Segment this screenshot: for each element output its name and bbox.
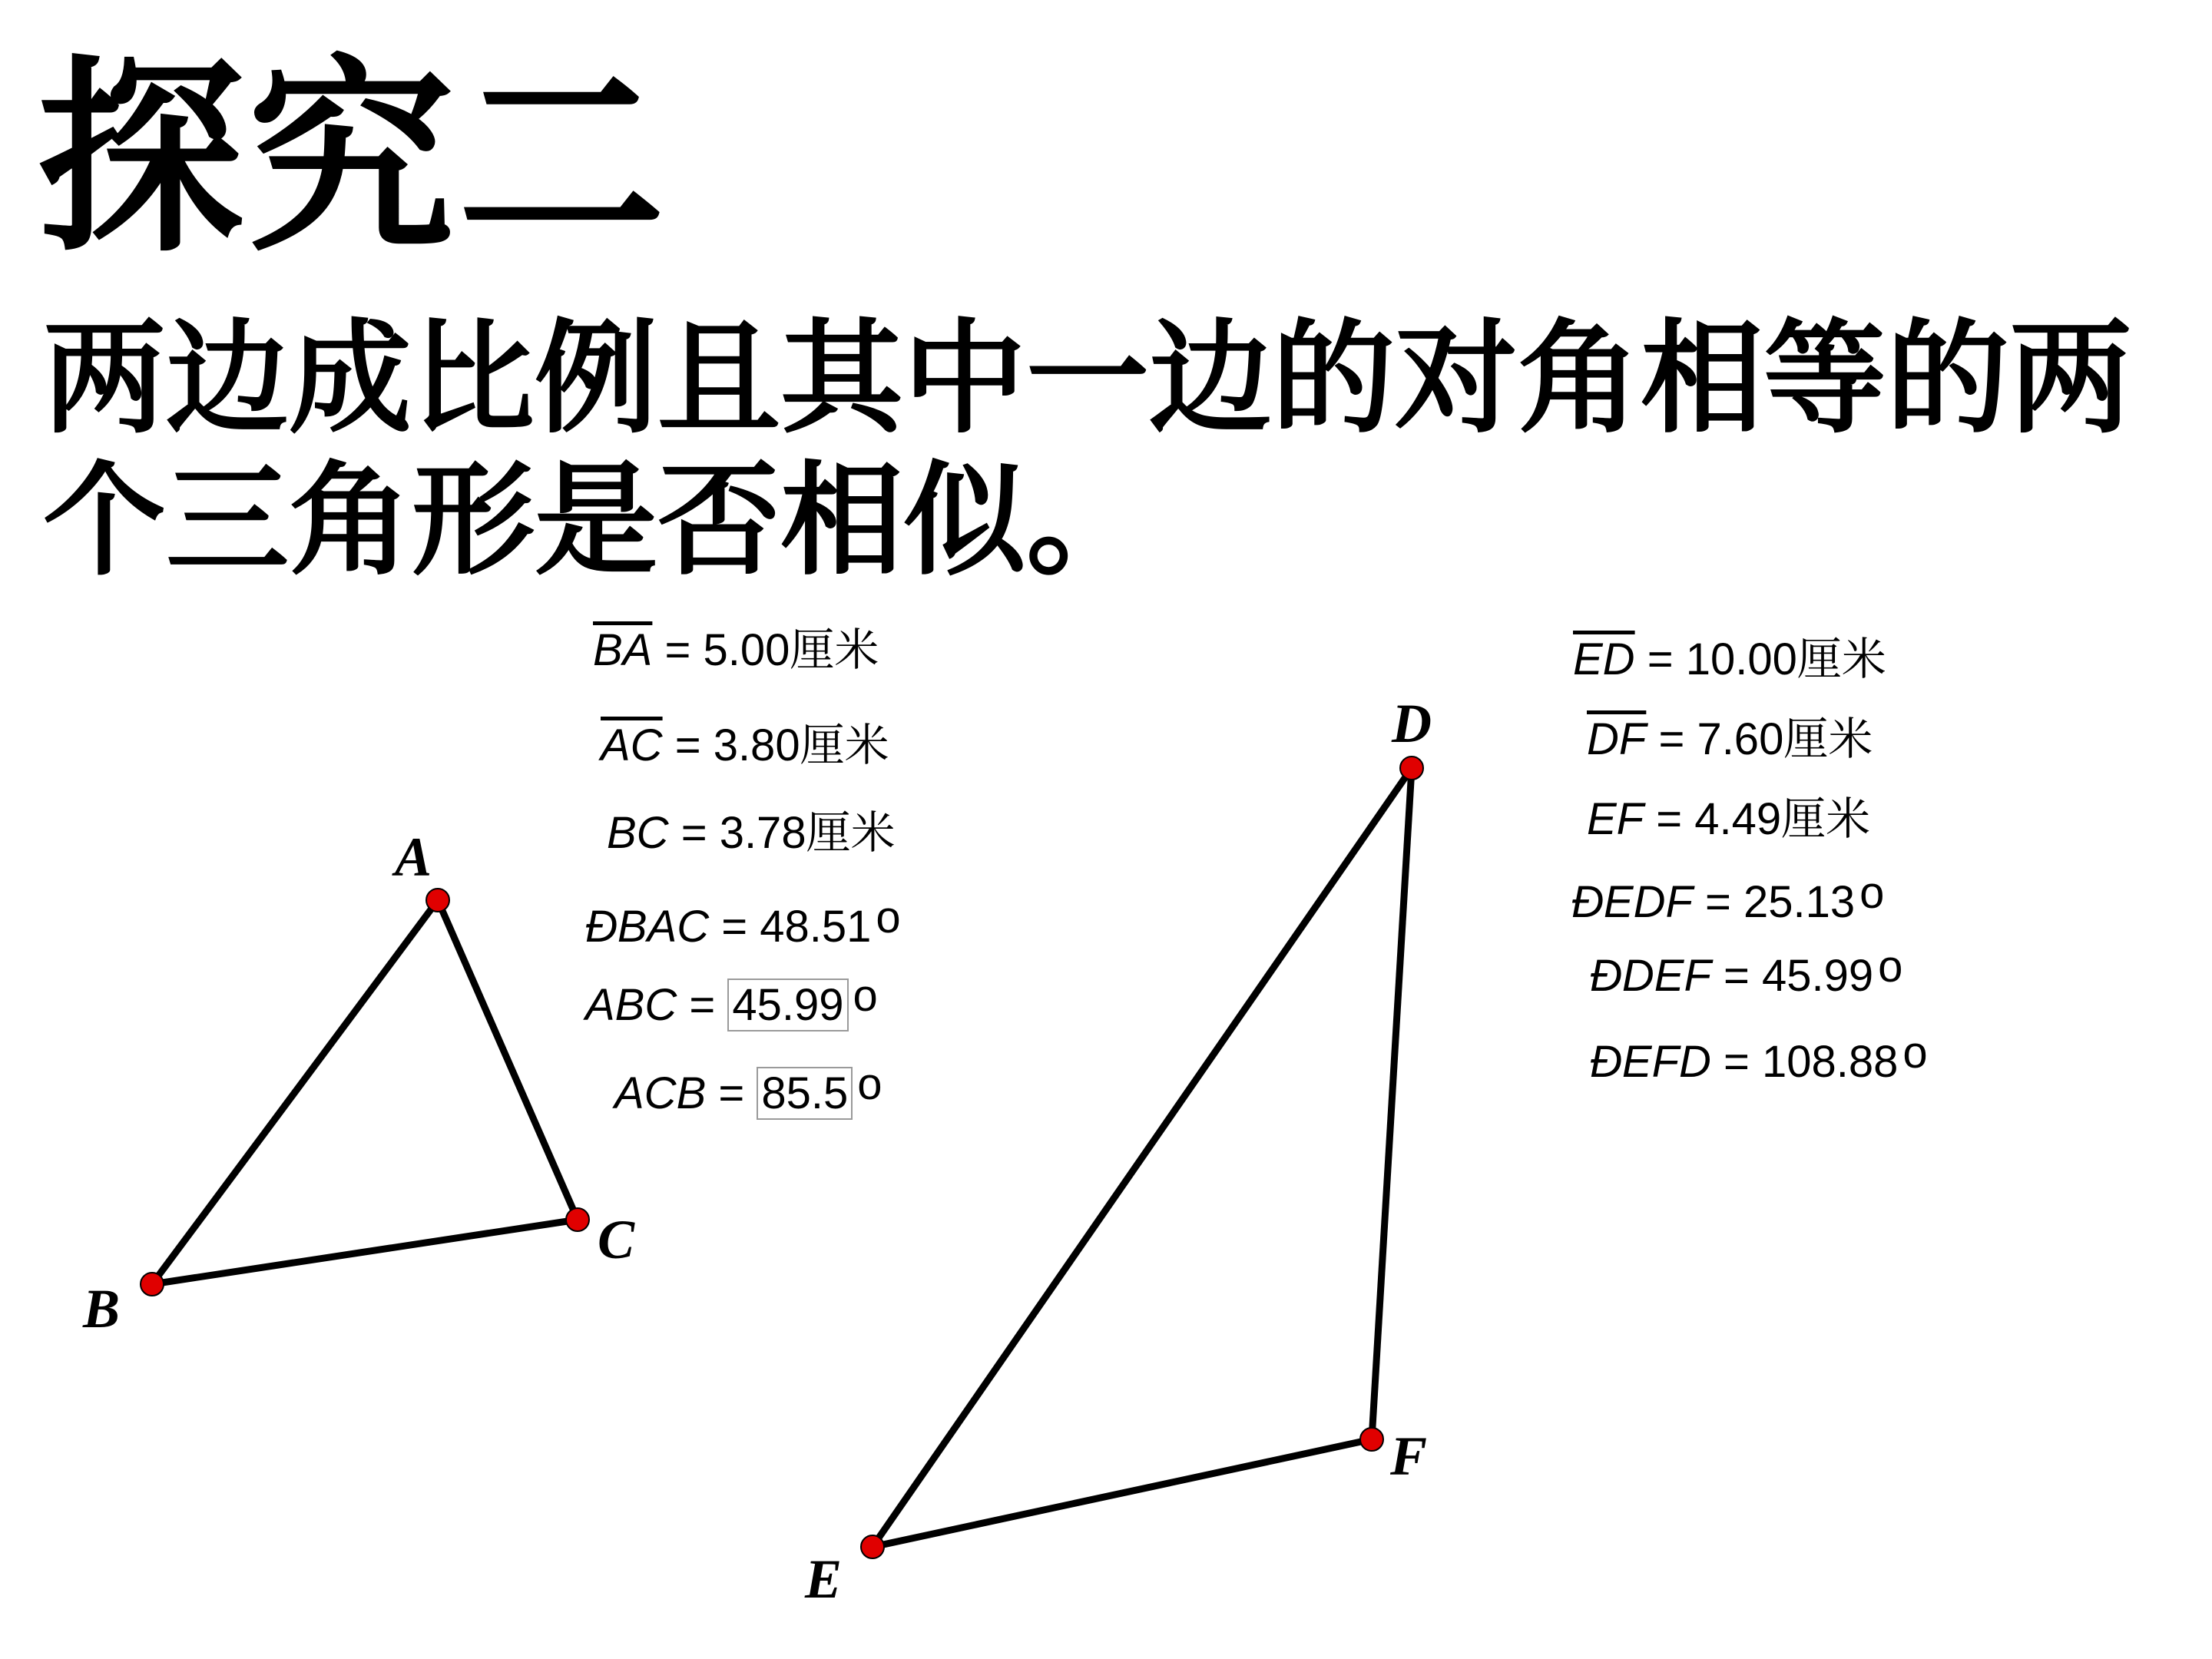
label-c: C: [598, 1209, 635, 1270]
label-f: F: [1390, 1426, 1428, 1487]
measure-value: 4.49厘米: [1694, 794, 1871, 844]
segment-df: [1372, 768, 1412, 1439]
segment-bc: [152, 1220, 578, 1284]
measure-label: BC: [607, 808, 669, 858]
measure-eq: =: [1692, 877, 1743, 927]
point-e[interactable]: [861, 1535, 884, 1558]
question-text: 两边成比例且其中一边的对角相等的两个三角形是否相似。: [43, 306, 2133, 592]
measure-value: 10.00厘米: [1685, 634, 1886, 684]
label-a: A: [395, 826, 432, 888]
degree-symbol: o: [1859, 868, 1885, 918]
measure-label: ÐEFD: [1590, 1037, 1711, 1087]
measure-eq: =: [677, 980, 728, 1030]
measure-label: $\overline{ED}$: [1573, 634, 1635, 684]
segment-ac: [438, 900, 578, 1220]
segment-ab: [152, 900, 438, 1284]
label-b: B: [83, 1278, 121, 1339]
measure-eq: =: [652, 625, 704, 675]
point-b[interactable]: [141, 1273, 164, 1296]
point-d[interactable]: [1400, 757, 1423, 780]
label-d: D: [1392, 693, 1432, 754]
measure-value: 108.88: [1762, 1037, 1899, 1087]
point-a[interactable]: [426, 889, 449, 912]
measure-label: ACB: [614, 1068, 707, 1118]
measure-eq: =: [706, 1068, 757, 1118]
measure-value-boxed: 85.5: [757, 1067, 853, 1120]
measure-label: $\overline{DF}$: [1587, 714, 1647, 764]
measure-eq: =: [1710, 951, 1762, 1001]
label-e: E: [805, 1548, 843, 1610]
point-f[interactable]: [1360, 1428, 1383, 1451]
measure-value: 48.51: [760, 902, 872, 952]
measure-value: 25.13: [1743, 877, 1856, 927]
point-c[interactable]: [566, 1208, 589, 1231]
measure-label: $\overline{BA}$: [593, 625, 653, 675]
page-title: 探究二: [37, 35, 668, 280]
measure-value-boxed: 45.99: [727, 979, 848, 1031]
degree-symbol: o: [857, 1059, 882, 1109]
measure-eq: =: [1710, 1037, 1762, 1087]
measure-eq: =: [662, 720, 714, 770]
measure-eq: =: [709, 902, 760, 952]
measure-label: ÐDEF: [1590, 951, 1711, 1001]
measure-label: ABC: [585, 980, 677, 1030]
degree-symbol: o: [876, 892, 901, 942]
measure-value: 3.80厘米: [713, 720, 889, 770]
degree-symbol: o: [853, 971, 878, 1021]
measure-value: 7.60厘米: [1697, 714, 1873, 764]
measure-eq: =: [1634, 634, 1686, 684]
segment-ef: [873, 1439, 1372, 1547]
measure-eq: =: [1646, 714, 1697, 764]
degree-symbol: o: [1902, 1028, 1928, 1078]
measure-value: 5.00厘米: [703, 625, 879, 675]
segment-de: [873, 768, 1412, 1547]
measure-label: ÐBAC: [585, 902, 710, 952]
degree-symbol: o: [1878, 942, 1903, 992]
measure-value: 45.99: [1762, 951, 1874, 1001]
measure-eq: =: [668, 808, 720, 858]
triangle-abc: [82, 826, 635, 1339]
measure-label: $\overline{AC}$: [601, 720, 663, 770]
measure-label: EF: [1587, 794, 1644, 844]
triangle-def: [804, 693, 1432, 1610]
measure-value: 3.78厘米: [719, 808, 896, 858]
measure-eq: =: [1644, 794, 1695, 844]
measure-label: ÐEDF: [1571, 877, 1693, 927]
